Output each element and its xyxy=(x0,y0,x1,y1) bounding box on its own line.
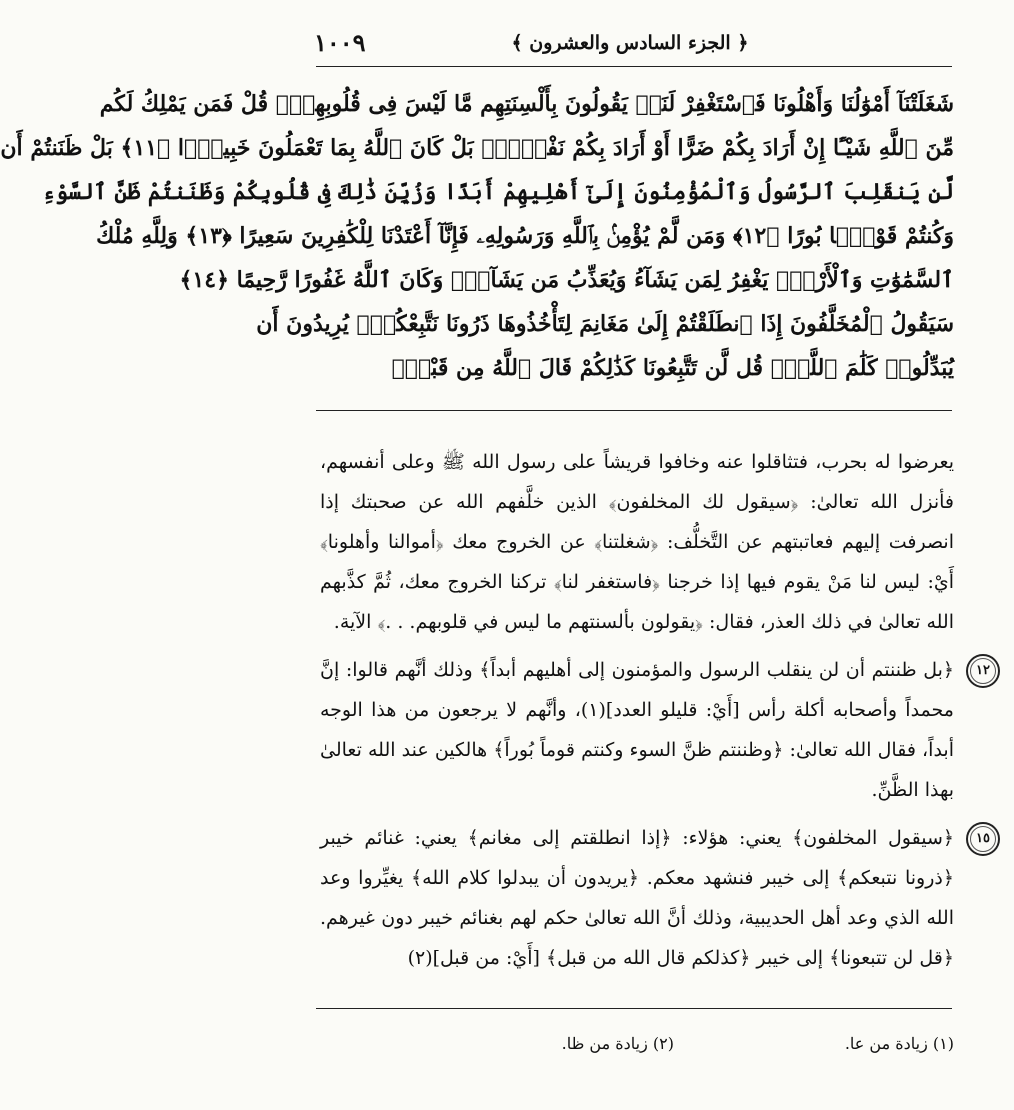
tafsir-paragraph xyxy=(320,650,990,810)
tafsir-paragraph-text: ﴿بل ظننتم أن لن ينقلب الرسول والمؤمنون إلى أهليهم أبداً﴾ وذلك أنَّهم قالوا: إنَّ محمداً وأصحابه أكلة رأس [أَيْ: قليلو العدد](١)، وأنَّهم لا يرجعون من هذا الوجه أبداً، فقال الله تعالىٰ: ﴿وظننتم ظنَّ السوء وكنتم قوماً بُوراً﴾ هالكين عند الله تعالىٰ بهذا الظَّنِّ. xyxy=(320,659,954,801)
footnote-rule xyxy=(316,1008,952,1009)
quran-line: مِّنَ ٱللَّهِ شَيْـًٔا إِنْ أَرَادَ بِكُمْ ضَرًّا أَوْ أَرَادَ بِكُمْ نَفْعًۢاۚ بَلْ كَانَ ٱللَّهُ بِمَا تَعْمَلُونَ خَبِيرًۢا ﴿١١﴾ بَلْ ظَنَنتُمْ أَن xyxy=(0,135,954,161)
footnote-1: (١) زيادة من عا. xyxy=(844,1034,954,1053)
page-number: ١٠٠٩ xyxy=(314,28,366,57)
tafsir-paragraph xyxy=(320,818,990,978)
verse-number-badge: ١٢ xyxy=(966,654,1000,688)
page-header xyxy=(314,28,946,62)
quran-line: سَيَقُولُ ٱلْمُخَلَّفُونَ إِذَا ٱنطَلَقْتُمْ إِلَىٰ مَغَانِمَ لِتَأْخُذُوهَا ذَرُونَا نَتَّبِعْكُمْۖ يُرِيدُونَ أَن xyxy=(256,311,954,337)
quran-line: وَكُنتُمْ قَوْمًۢا بُورًا ﴿١٢﴾ وَمَن لَّمْ يُؤْمِنۢ بِٱللَّهِ وَرَسُولِهِۦ فَإِنَّآ أَعْتَدْنَا لِلْكَٰفِرِينَ سَعِيرًا ﴿١٣﴾ وَلِلَّهِ مُلْكُ xyxy=(96,223,954,249)
tafsir-paragraph-text: ﴿سيقول المخلفون﴾ يعني: هؤلاء: ﴿إذا انطلقتم إلى مغانم﴾ يعني: غنائم خيبر ﴿ذرونا نتبعكم﴾ إلى خيبر فنشهد معكم. ﴿يريدون أن يبدلوا كلام الله﴾ يغيِّروا وعد الله الذي وعد أهل الحديبية، وذلك أنَّ الله تعالىٰ حكم لهم بغنائم خيبر دون غيرهم. ﴿قل لن تتبعونا﴾ إلى خيبر ﴿كذلكم قال الله من قبل﴾ [أَيْ: من قبل](٢) xyxy=(320,827,954,969)
section-rule xyxy=(316,410,952,411)
tafsir-paragraph xyxy=(320,442,954,642)
quran-text-block xyxy=(0,82,954,400)
quran-line: شَغَلَتْنَآ أَمْوَٰلُنَا وَأَهْلُونَا فَٱسْتَغْفِرْ لَنَاۚ يَقُولُونَ بِأَلْسِنَتِهِم مَّا لَيْسَ فِى قُلُوبِهِمْۚ قُلْ فَمَن يَمْلِكُ لَكُم xyxy=(99,91,954,117)
verse-number-badge: ١٥ xyxy=(966,822,1000,856)
quran-line: يُبَدِّلُوا۟ كَلَٰمَ ٱللَّهِۚ قُل لَّن تَتَّبِعُونَا كَذَٰلِكُمْ قَالَ ٱللَّهُ مِن قَبْلُۖ xyxy=(391,355,954,381)
running-title: ﴿ الجزء السادس والعشرون ﴾ xyxy=(511,32,749,54)
quran-line: لَّن يَنقَلِبَ ٱلرَّسُولُ وَٱلْمُؤْمِنُونَ إِلَىٰٓ أَهْلِيهِمْ أَبَدًا وَزُيِّنَ ذَٰلِكَ فِى قُلُوبِكُمْ وَظَنَنتُمْ ظَنَّ ٱلسَّوْءِ xyxy=(42,179,954,205)
tafsir-paragraph-text: يعرضوا له بحرب، فتثاقلوا عنه وخافوا قريشاً على رسول الله ﷺ وعلى أنفسهم، فأنزل الله تعالىٰ: ﴿سيقول لك المخلفون﴾ الذين خلَّفهم الله عن صحبتك إذا انصرفت إليهم فعاتبتهم عن التَّخلُّف: ﴿شغلتنا﴾ عن الخروج معك ﴿أموالنا وأهلونا﴾ أَيْ: ليس لنا مَنْ يقوم فيها إذا خرجنا ﴿فاستغفر لنا﴾ تركنا الخروج معك، ثُمَّ كذَّبهم الله تعالىٰ في ذلك العذر، فقال: ﴿يقولون بألسنتهم ما ليس في قلوبهم. . .﴾ الآية. xyxy=(320,451,954,633)
footnote-2: (٢) زيادة من ظا. xyxy=(561,1034,674,1053)
quran-line: ٱلسَّمَٰوَٰتِ وَٱلْأَرْضِۚ يَغْفِرُ لِمَن يَشَآءُ وَيُعَذِّبُ مَن يَشَآءُۚ وَكَانَ ٱللَّهُ غَفُورًا رَّحِيمًا ﴿١٤﴾ xyxy=(179,267,954,293)
header-rule xyxy=(316,66,952,67)
footnotes xyxy=(344,1024,954,1064)
tafsir-text-block xyxy=(320,442,990,986)
